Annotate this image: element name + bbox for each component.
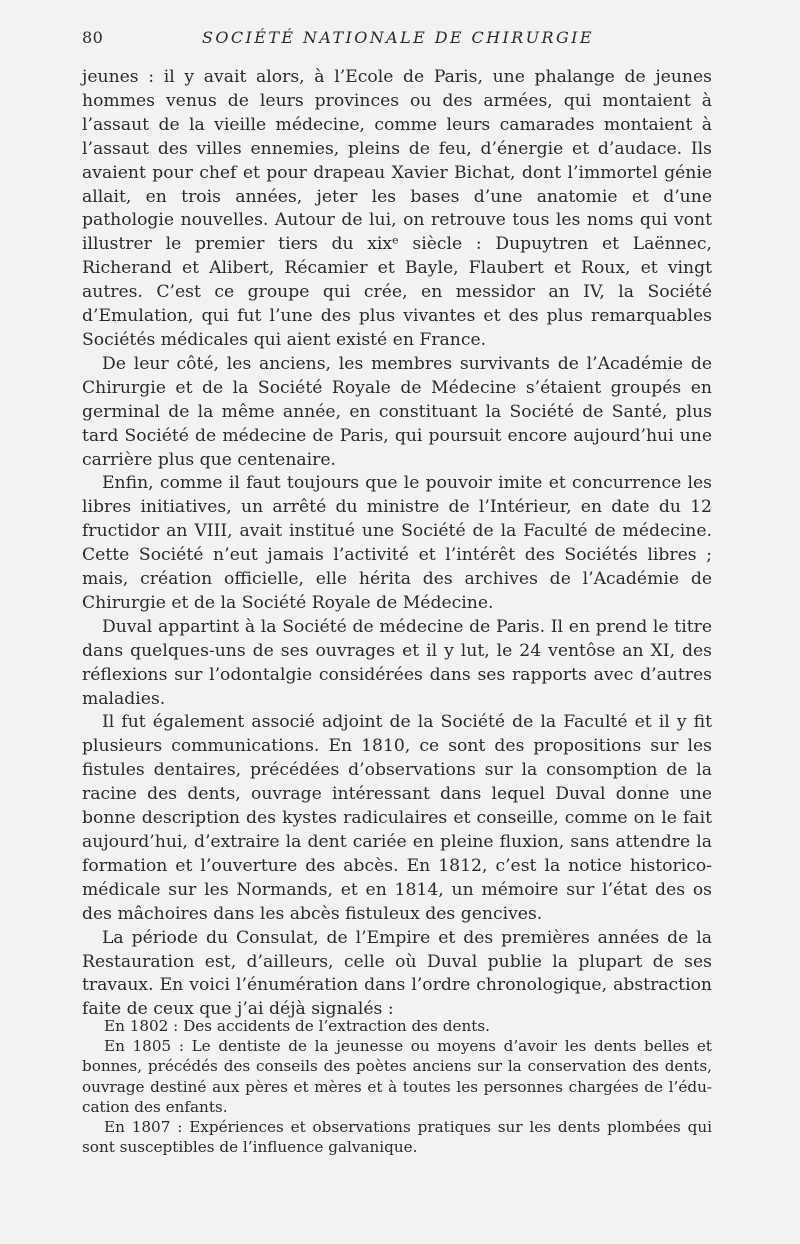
paragraph-periode: La période du Consulat, de l’Empire et des premières années de la Restauration est, d’ailleurs, celle où Duval publie la plupart de ses travaux. En voici l’énumération dans l’ordre chronologique, abstraction faite de ceux que j’ai déjà signalés : <box>82 927 712 1020</box>
paragraph-communications: Il fut également associé adjoint de la Société de la Faculté et il y fit plusieurs communications. En 1810, ce sont des propositions sur les fistules dentaires, précédées d’observations sur la consomption de la racine des dents, ouvrage intéressant dans lequel Duval donne une bonne description des kystes radiculaires et conseille, comme on le fait aujourd’hui, d’extraire la dent cariée en pleine fluxion, sans attendre la formation et l’ouverture des abcès. En 1812, c’est la notice historico-médicale sur les Normands, et en 1814, un mémoire sur l’état des os des mâchoires dans les abcès fistuleux des gencives. <box>82 712 712 924</box>
paragraph-duval-societe: Duval appartint à la Société de médecine de Paris. Il en prend le titre dans quelques-uns de ses ouvrages et il y lut, le 24 ventôse an XI, des réflexions sur l’odontalgie considérées dans ses rapports avec d’autres maladies. <box>82 616 712 709</box>
body-text <box>82 66 712 1022</box>
page-number: 80 <box>82 28 104 47</box>
list-item: En 1802 : Des accidents de l’extraction des dents. <box>104 1017 491 1035</box>
journal-title: SOCIÉTÉ NATIONALE DE CHIRURGIE <box>202 28 594 47</box>
paragraph-continuation: jeunes : il y avait alors, à l’Ecole de Paris, une phalange de jeunes hommes venus de leurs provinces ou des armées, qui montaient à l’assaut de la vieille médecine, comme leurs camarades montaient à l’assaut des villes ennemies, pleins de feu, d’énergie et d’audace. Ils avaient pour chef et pour drapeau Xavier Bichat, dont l’immortel génie allait, en trois années, jeter les bases d’une anatomie et d’une pathologie nouvelles. Autour de lui, on retrouve tous les noms qui vont illustrer le premier tiers du xixᵉ siècle : Dupuytren et Laënnec, Richerand et Alibert, Récamier et Bayle, Flaubert et Roux, et vingt autres. C’est ce groupe qui crée, en messidor an IV, la Société d’Emulation, qui fut l’une des plus vivantes et des plus remarquables Sociétés médicales qui aient existé en France. <box>82 67 712 350</box>
works-list <box>82 1016 712 1157</box>
paragraph-anciens: De leur côté, les anciens, les membres survivants de l’Académie de Chirurgie et de la Société Royale de Médecine s’étaient groupés en germinal de la même année, en constituant la Société de Santé, plus tard Société de médecine de Paris, qui poursuit encore aujourd’hui une carrière plus que centenaire. <box>82 353 712 470</box>
list-item: En 1807 : Expériences et observations pratiques sur les dents plombées qui sont susceptibles de l’influence galvanique. <box>82 1118 712 1157</box>
list-item: En 1805 : Le dentiste de la jeunesse ou moyens d’avoir les dents belles et bonnes, précédés des conseils des poètes anciens sur la conservation des dents, ouvrage destiné aux pères et mères et à toutes les personnes chargées de l’éducation des enfants. <box>82 1037 712 1116</box>
running-head <box>82 28 714 52</box>
paragraph-faculte: Enfin, comme il faut toujours que le pouvoir imite et concurrence les libres initiatives, un arrêté du ministre de l’Intérieur, en date du 12 fructidor an VIII, avait institué une Société de la Faculté de médecine. Cette Société n’eut jamais l’activité et l’intérêt des Sociétés libres ; mais, création officielle, elle hérita des archives de l’Académie de Chirurgie et de la Société Royale de Médecine. <box>82 473 712 613</box>
